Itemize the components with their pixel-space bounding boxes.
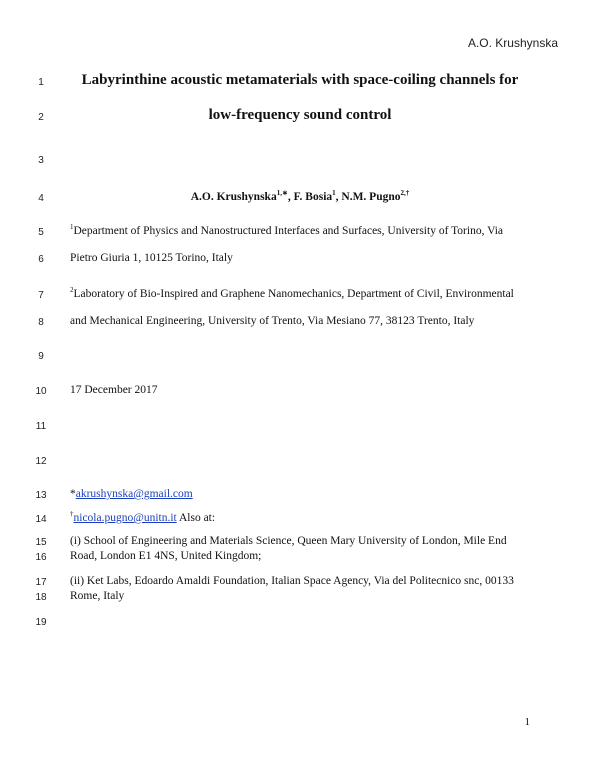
line-number: 5 [38,227,44,238]
author-affiliation-mark: 1 [332,189,336,198]
author-affiliation-mark: 1,∗ [276,189,288,198]
author-affiliation-mark: 2,† [400,189,410,198]
affiliation-text: Laboratory of Bio-Inspired and Graphene Nanomechanics, Department of Civil, Environmental [73,288,514,300]
affiliation-text: Department of Physics and Nanostructured Interfaces and Surfaces, University of Torino, Via [73,225,504,237]
line-number: 6 [38,254,44,265]
also-at-i-line-1: (i) School of Engineering and Materials Science, Queen Mary University of London, Mile End [70,535,507,547]
author-name: A.O. Krushynska [190,191,277,203]
affiliation-2 [70,288,514,300]
corresponding-mark: * [70,488,76,500]
line-number: 19 [35,617,47,628]
also-at-i-line-2: Road, London E1 4NS, United Kingdom; [70,550,262,562]
line-number: 11 [35,421,47,432]
affiliation-2-continued: and Mechanical Engineering, University of Trento, Via Mesiano 77, 38123 Trento, Italy [70,315,475,327]
line-number: 12 [35,456,47,467]
date: 17 December 2017 [70,384,158,396]
also-at-ii-line-2: Rome, Italy [70,590,125,602]
affiliation-mark: 1 [70,223,74,232]
author-name: N.M. Pugno [341,191,401,203]
affiliation-1-continued: Pietro Giuria 1, 10125 Torino, Italy [70,252,233,264]
dagger-mark: † [70,510,74,519]
paper-title-line-1: Labyrinthine acoustic metamaterials with space-coiling channels for [81,72,519,88]
line-number: 4 [38,193,44,204]
line-number: 9 [38,351,44,362]
line-number: 3 [38,155,44,166]
contact-2 [70,512,215,524]
line-number: 15 [35,537,47,548]
affiliation-mark: 2 [70,286,74,295]
contact-1 [70,488,193,500]
affiliation-1 [70,225,503,237]
author-list [60,191,540,203]
page-number: 1 [524,716,530,728]
author-name: F. Bosia [293,191,333,203]
line-number: 16 [35,552,47,563]
author-separator: , [335,191,342,203]
line-number: 13 [35,490,47,501]
also-at-ii-line-1: (ii) Ket Labs, Edoardo Amaldi Foundation, Italian Space Agency, Via del Politecnico snc, 00133 [70,575,514,587]
line-number: 17 [35,577,47,588]
paper-title-line-2: low-frequency sound control [208,107,392,123]
line-number: 7 [38,290,44,301]
author-separator: , [287,191,294,203]
line-number: 18 [35,592,47,603]
line-number: 14 [35,514,47,525]
email-link-1[interactable]: akrushynska@gmail.com [75,488,193,500]
line-number: 10 [35,386,47,397]
line-number: 8 [38,317,44,328]
line-number: 1 [38,77,44,88]
email-link-2[interactable]: nicola.pugno@unitn.it [73,512,177,524]
line-number: 2 [38,112,44,123]
running-head: A.O. Krushynska [467,36,558,50]
also-at-label: Also at: [176,512,216,524]
